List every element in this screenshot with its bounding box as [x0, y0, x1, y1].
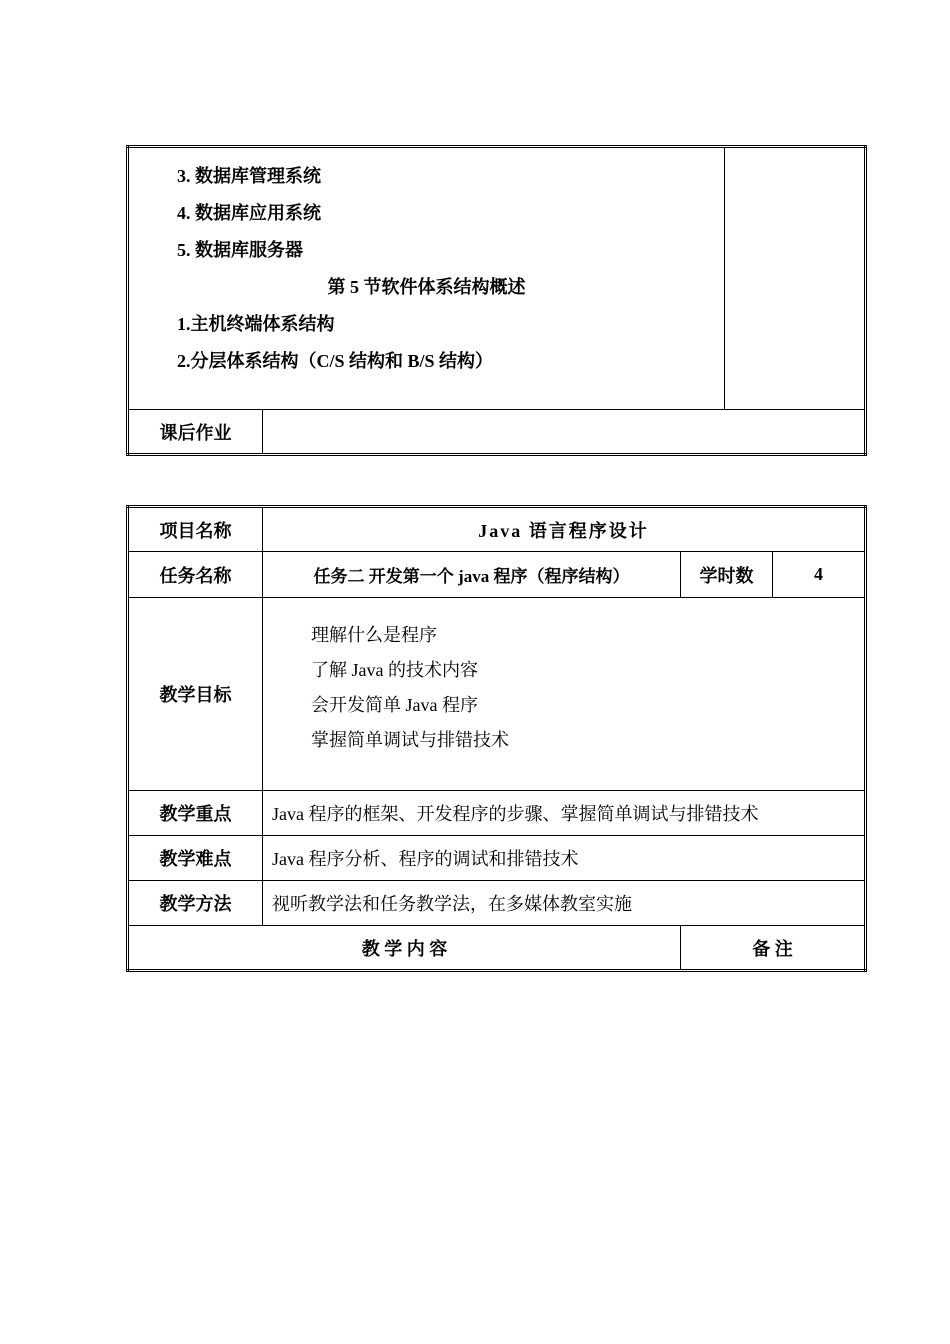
content-cell — [128, 147, 725, 410]
homework-label: 课后作业 — [128, 410, 263, 455]
focus-label: 教学重点 — [128, 791, 263, 836]
goal-item: 会开发简单 Java 程序 — [311, 695, 478, 715]
content-line: 3. 数据库管理系统 — [177, 166, 321, 186]
method-value: 视听教学法和任务教学法，在多媒体教室实施 — [263, 881, 866, 926]
content-line: 5. 数据库服务器 — [177, 240, 303, 260]
content-line: 4. 数据库应用系统 — [177, 203, 321, 223]
hours-value: 4 — [773, 552, 866, 598]
difficulty-label: 教学难点 — [128, 836, 263, 881]
task-value: 任务二 开发第一个 java 程序（程序结构） — [263, 552, 681, 598]
hours-label: 学时数 — [681, 552, 773, 598]
project-value: Java 语言程序设计 — [263, 507, 866, 552]
notes-header: 备 注 — [681, 926, 866, 971]
content-line: 1.主机终端体系结构 — [177, 314, 335, 334]
section-heading: 第 5 节软件体系结构概述 — [327, 277, 526, 297]
goal-item: 掌握简单调试与排错技术 — [311, 730, 509, 750]
lesson-plan-table — [126, 505, 867, 972]
goals-label: 教学目标 — [128, 598, 263, 791]
homework-value — [263, 410, 866, 455]
goal-item: 了解 Java 的技术内容 — [311, 660, 478, 680]
focus-value: Java 程序的框架、开发程序的步骤、掌握简单调试与排错技术 — [263, 791, 866, 836]
task-label: 任务名称 — [128, 552, 263, 598]
project-label: 项目名称 — [128, 507, 263, 552]
content-line: 2.分层体系结构（C/S 结构和 B/S 结构） — [177, 351, 494, 371]
goal-item: 理解什么是程序 — [311, 625, 437, 645]
goals-list — [263, 598, 866, 791]
lesson-continuation-table — [126, 145, 867, 456]
method-label: 教学方法 — [128, 881, 263, 926]
content-header: 教 学 内 容 — [128, 926, 681, 971]
notes-cell — [725, 147, 866, 410]
difficulty-value: Java 程序分析、程序的调试和排错技术 — [263, 836, 866, 881]
